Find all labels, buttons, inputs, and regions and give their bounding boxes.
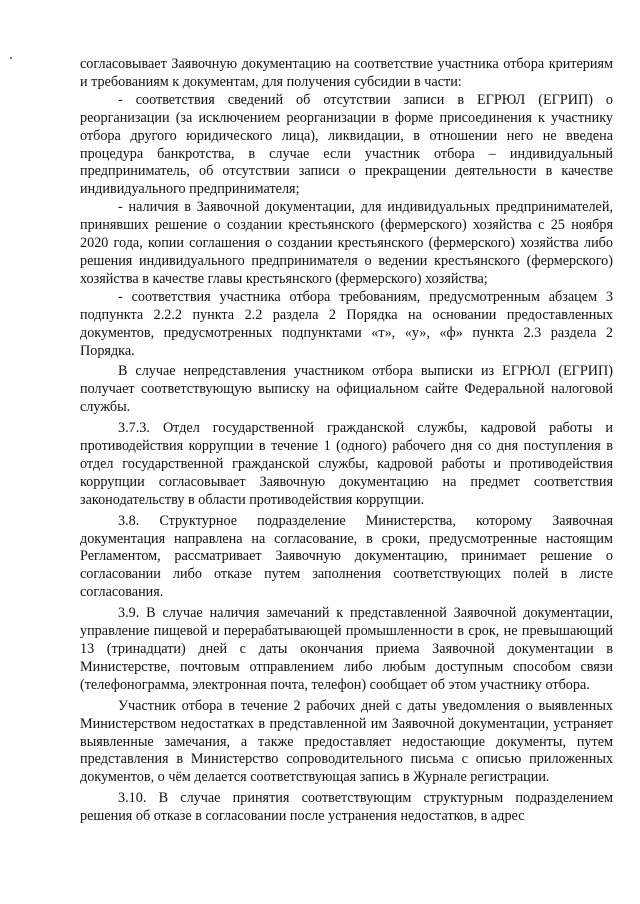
paragraph-extract: В случае непредставления участником отбора выписки из ЕГРЮЛ (ЕГРИП) получает соответствующую выписку на официальном сайте Федеральной налоговой службы. [80,363,613,416]
paragraph-requirements: - соответствия участника отбора требованиям, предусмотренным абзацем 3 подпункта 2.2.2 пункта 2.2 раздела 2 Порядка на основании предоставленных документов, предусмотренных подпунктами «т», «у», «ф» пункта 2.3 раздела 2 Порядка. [80,288,613,359]
paragraph-3-8: 3.8. Структурное подразделение Министерства, которому Заявочная документация направлена на согласование, в сроки, предусмотренные настоящим Регламентом, рассматривает Заявочную документацию, принимает решение о согласовании либо отказе путем заполнения соответствующих полей в листе согласования. [80,512,613,601]
paragraph-3-9: 3.9. В случае наличия замечаний к представленной Заявочной документации, управление пищевой и перерабатывающей промышленности в срок, не превышающий 13 (тринадцати) дней с даты окончания приема Заявочной документации в Министерстве, почтовым отправлением либо любым доступным способом связи (телефонограмма, электронная почта, телефон) сообщает об этом участнику отбора. [80,605,613,693]
paragraph-farm-agreement: - наличия в Заявочной документации, для индивидуальных предпринимателей, принявших решение о создании крестьянского (фермерского) хозяйства с 25 ноября 2020 года, копии соглашения о создании крестьянского (фермерского) хозяйства либо решения индивидуального предпринимателя о ведении крестьянского (фермерского) хозяйства в качестве главы крестьянского (фермерского) хозяйства; [80,199,613,287]
paragraph-3-10: 3.10. В случае принятия соответствующим структурным подразделением решения об отказе в согласовании после устранения недостатков, в адрес [80,790,613,825]
paragraph-3-7-3: 3.7.3. Отдел государственной гражданской службы, кадровой работы и противодействия коррупции в течение 1 (одного) рабочего дня со дня поступления в отдел государственной гражданской службы, кадровой работы и противодействия коррупции согласовывает Заявочную документацию на предмет соответствия законодательству в области противодействия коррупции. [80,420,613,508]
paragraph-intro: согласовывает Заявочную документацию на соответствие участника отбора критериям и требованиям к документам, для получения субсидии в части: [80,56,613,90]
document-body [80,56,613,826]
scan-speck [10,57,12,59]
paragraph-participant: Участник отбора в течение 2 рабочих дней с даты уведомления о выявленных Министерством недостатках в представленной им Заявочной документации, устраняет выявленные замечания, а также предоставляет недостающие документы, путем представления в Министерство сопроводительного письма с описью приложенных документов, о чём делается соответствующая запись в Журнале регистрации. [80,697,613,786]
paragraph-egrul-check: - соответствия сведений об отсутствии записи в ЕГРЮЛ (ЕГРИП) о реорганизации (за исключением реорганизации в форме присоединения к участнику отбора другого юридического лица), ликвидации, в отношении него не введена процедура банкротства, в случае если участник отбора – индивидуальный предприниматель, об отсутствии записи о прекращении деятельности в качестве индивидуального предпринимателя; [80,91,613,198]
